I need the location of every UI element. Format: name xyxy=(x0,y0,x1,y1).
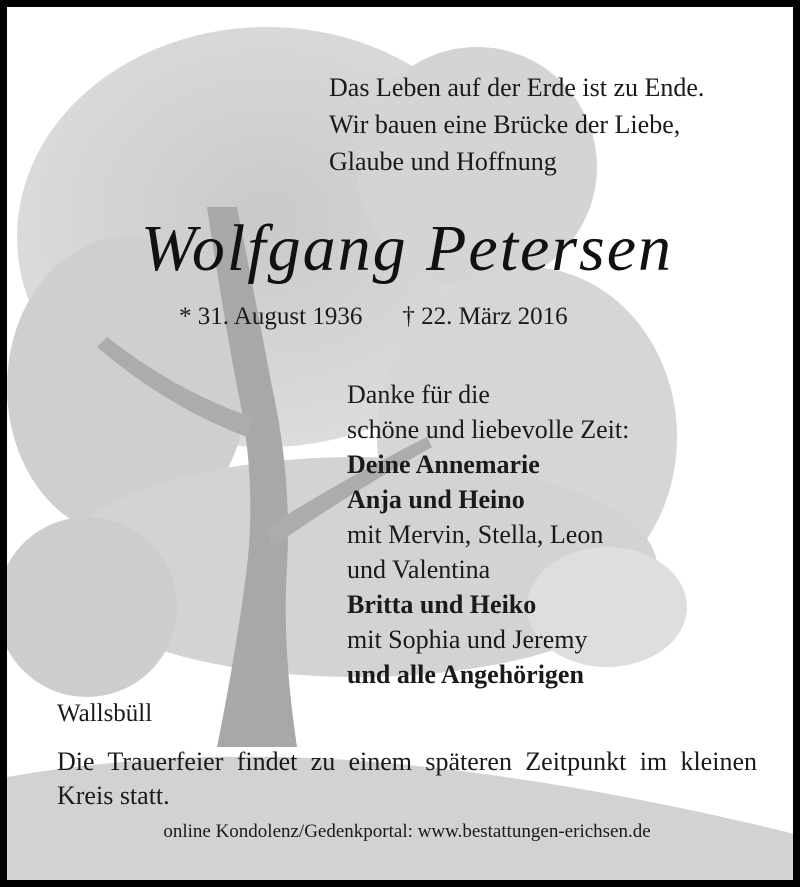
poem-line: Wir bauen eine Brücke der Liebe, xyxy=(329,110,681,139)
mourner-line: Deine Annemarie xyxy=(347,450,540,479)
birth-date: * 31. August 1936 xyxy=(179,303,363,330)
poem-line: Glaube und Hoffnung xyxy=(329,147,557,176)
mourner-line: Danke für die xyxy=(347,380,490,409)
mourner-line: schöne und liebevolle Zeit: xyxy=(347,415,630,444)
poem-text xyxy=(329,69,704,180)
mourner-line: Britta und Heiko xyxy=(347,590,537,619)
condolence-portal: online Kondolenz/Gedenkportal: www.bestattungen-erichsen.de xyxy=(163,821,651,842)
life-dates xyxy=(179,303,568,331)
mourner-line: mit Mervin, Stella, Leon xyxy=(347,520,604,549)
ceremony-notice: Die Trauerfeier findet zu einem späteren Zeitpunkt im kleinen Kreis statt. xyxy=(57,747,757,810)
mourner-line: und alle Angehörigen xyxy=(347,660,584,689)
poem-line: Das Leben auf der Erde ist zu Ende. xyxy=(329,73,705,102)
mourner-line: Anja und Heino xyxy=(347,485,525,514)
place-name: Wallsbüll xyxy=(57,700,153,727)
mourner-line: mit Sophia und Jeremy xyxy=(347,625,588,654)
death-date: † 22. März 2016 xyxy=(402,303,568,330)
deceased-name: Wolfgang Petersen xyxy=(141,212,673,285)
mourner-line: und Valentina xyxy=(347,555,491,584)
mourners-list xyxy=(347,377,629,692)
